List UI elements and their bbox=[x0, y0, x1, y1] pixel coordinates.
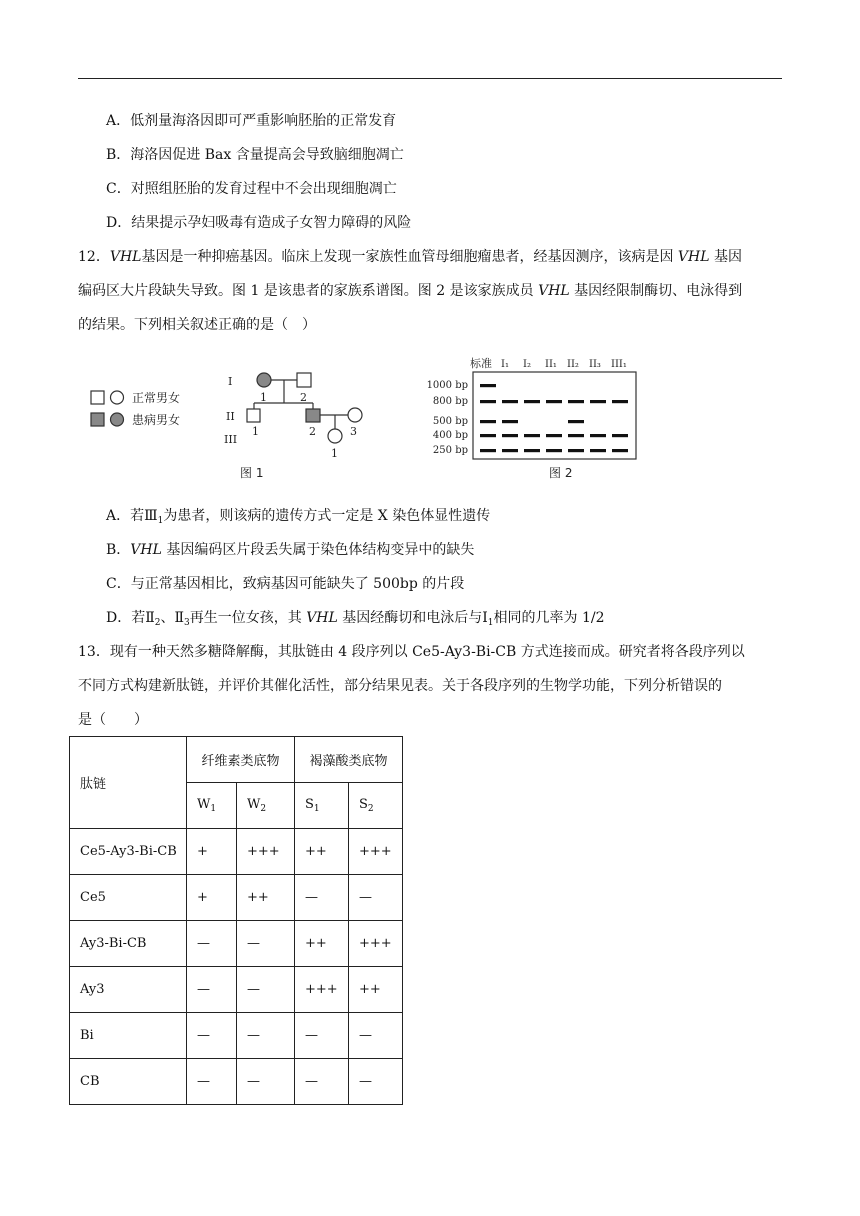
q12-stem-line2: 编码区大片段缺失导致。图 1 是该患者的家族系谱图。图 2 是该家族成员 VHL 基因经限制酶切、电泳得到 bbox=[78, 283, 743, 299]
q11-option-d[interactable]: D．结果提示孕妇吸毒有造成子女智力障碍的风险 bbox=[106, 215, 412, 231]
electrophoresis-gel bbox=[427, 356, 636, 480]
cell-w1: — bbox=[187, 967, 237, 1013]
gel-band-lane6-row4 bbox=[612, 449, 628, 452]
q13-stem-line2: 不同方式构建新肽链，并评价其催化活性，部分结果见表。关于各段序列的生物学功能，下列分析错误的 bbox=[78, 678, 722, 694]
gel-lane-label-3: II₁ bbox=[545, 359, 557, 370]
generation-label-3: III bbox=[224, 433, 238, 446]
cell-w2: — bbox=[237, 967, 295, 1013]
gel-lane-label-2: I₂ bbox=[523, 359, 531, 370]
pedigree-II2 bbox=[306, 409, 320, 422]
gel-band-lane1-row2 bbox=[502, 420, 518, 423]
row-label: Ce5 bbox=[70, 875, 187, 921]
gel-band-lane2-row3 bbox=[524, 434, 540, 437]
pedigree-III1-number: 1 bbox=[331, 447, 338, 460]
cell-w1: — bbox=[187, 921, 237, 967]
gel-lane-label-1: I₁ bbox=[501, 359, 509, 370]
gel-band-lane0-row1 bbox=[480, 400, 496, 403]
q11-option-b[interactable]: B．海洛因促进 Bax 含量提高会导致脑细胞凋亡 bbox=[106, 147, 404, 163]
cell-s2: +++ bbox=[349, 829, 403, 875]
cell-s2: — bbox=[349, 1013, 403, 1059]
q13-stem-line1: 13．现有一种天然多糖降解酶，其肽链由 4 段序列以 Ce5-Ay3-Bi-CB 方式连接而成。研究者将各段序列以 bbox=[78, 644, 745, 660]
pedigree-II3-number: 3 bbox=[350, 425, 357, 438]
cell-w2: — bbox=[237, 921, 295, 967]
gel-band-lane0-row3 bbox=[480, 434, 496, 437]
normal-female-symbol bbox=[111, 391, 124, 404]
gel-band-lane4-row1 bbox=[568, 400, 584, 403]
header-rule bbox=[78, 78, 782, 79]
row-label: Ay3-Bi-CB bbox=[70, 921, 187, 967]
pedigree-III1 bbox=[328, 429, 342, 443]
gel-header-standard: 标准 bbox=[470, 357, 492, 370]
col-group-alginate: 褐藻酸类底物 bbox=[295, 737, 403, 783]
affected-female-symbol bbox=[111, 413, 124, 426]
cell-w1: + bbox=[187, 875, 237, 921]
cell-w1: + bbox=[187, 829, 237, 875]
gel-lane-label-4: II₂ bbox=[567, 359, 579, 370]
row-label: Ce5-Ay3-Bi-CB bbox=[70, 829, 187, 875]
q12-figures bbox=[78, 345, 658, 485]
affected-male-symbol bbox=[91, 413, 104, 426]
cell-s1: — bbox=[295, 1059, 349, 1105]
q13-activity-table bbox=[69, 736, 403, 1105]
table-row bbox=[70, 875, 403, 921]
cell-s1: +++ bbox=[295, 967, 349, 1013]
cell-s2: +++ bbox=[349, 921, 403, 967]
cell-s1: — bbox=[295, 1013, 349, 1059]
gel-band-lane0-row4 bbox=[480, 449, 496, 452]
gel-bands bbox=[480, 384, 628, 452]
figure2-caption: 图 2 bbox=[549, 466, 573, 480]
cell-s2: — bbox=[349, 1059, 403, 1105]
q12-option-d[interactable]: D．若$Ⅱ_2$、$Ⅱ_3$再生一位女孩，其 VHL 基因经酶切和电泳后与$Ⅰ_1$相同的几率为 1/2 bbox=[106, 610, 605, 628]
gel-band-lane3-row1 bbox=[546, 400, 562, 403]
cell-s1: ++ bbox=[295, 921, 349, 967]
gel-band-lane0-row0 bbox=[480, 384, 496, 387]
pedigree-II1 bbox=[247, 409, 260, 422]
gel-band-lane0-row2 bbox=[480, 420, 496, 423]
marker-400bp: 400 bp bbox=[432, 430, 468, 441]
marker-250bp: 250 bp bbox=[432, 445, 468, 456]
table-row bbox=[70, 1013, 403, 1059]
gel-band-lane4-row2 bbox=[568, 420, 584, 423]
marker-1000bp: 1000 bp bbox=[426, 380, 468, 391]
col-header-w2: $W_2$ bbox=[237, 783, 295, 829]
q11-option-a[interactable]: A．低剂量海洛因即可严重影响胚胎的正常发育 bbox=[106, 113, 397, 129]
cell-s2: — bbox=[349, 875, 403, 921]
normal-male-symbol bbox=[91, 391, 104, 404]
gel-band-lane3-row4 bbox=[546, 449, 562, 452]
gel-lane-label-5: II₃ bbox=[589, 359, 601, 370]
col-header-chain: 肽链 bbox=[70, 737, 187, 829]
pedigree-II1-number: 1 bbox=[252, 425, 259, 438]
gel-band-lane3-row3 bbox=[546, 434, 562, 437]
cell-s2: ++ bbox=[349, 967, 403, 1013]
table-row bbox=[70, 921, 403, 967]
col-group-cellulose: 纤维素类底物 bbox=[187, 737, 295, 783]
generation-label-2: II bbox=[226, 410, 235, 423]
gel-band-lane4-row4 bbox=[568, 449, 584, 452]
gel-band-lane1-row3 bbox=[502, 434, 518, 437]
cell-w2: +++ bbox=[237, 829, 295, 875]
pedigree-I2 bbox=[297, 373, 311, 387]
q12-stem-line3: 的结果。下列相关叙述正确的是（ ） bbox=[78, 317, 316, 333]
q13-stem-line3: 是（ ） bbox=[78, 712, 148, 728]
pedigree-chart bbox=[224, 373, 362, 480]
gel-band-lane1-row4 bbox=[502, 449, 518, 452]
gel-band-lane5-row3 bbox=[590, 434, 606, 437]
legend-normal-label: 正常男女 bbox=[132, 391, 181, 405]
table-row bbox=[70, 1059, 403, 1105]
generation-label-1: I bbox=[228, 375, 233, 388]
pedigree-legend bbox=[91, 390, 180, 427]
cell-w2: ++ bbox=[237, 875, 295, 921]
pedigree-I2-number: 2 bbox=[300, 391, 307, 404]
col-header-s1: $S_1$ bbox=[295, 783, 349, 829]
table-row bbox=[70, 967, 403, 1013]
col-header-w1: $W_1$ bbox=[187, 783, 237, 829]
gel-band-lane6-row1 bbox=[612, 400, 628, 403]
row-label: CB bbox=[70, 1059, 187, 1105]
gel-band-lane5-row4 bbox=[590, 449, 606, 452]
gel-band-lane2-row4 bbox=[524, 449, 540, 452]
gel-band-lane4-row3 bbox=[568, 434, 584, 437]
legend-affected-label: 患病男女 bbox=[132, 413, 181, 427]
cell-s1: ++ bbox=[295, 829, 349, 875]
q12-option-c[interactable]: C．与正常基因相比，致病基因可能缺失了 500bp 的片段 bbox=[106, 576, 465, 592]
cell-s1: — bbox=[295, 875, 349, 921]
pedigree-II2-number: 2 bbox=[309, 425, 316, 438]
gel-band-lane1-row1 bbox=[502, 400, 518, 403]
cell-w2: — bbox=[237, 1013, 295, 1059]
cell-w2: — bbox=[237, 1059, 295, 1105]
pedigree-II3 bbox=[348, 408, 362, 422]
q12-option-a[interactable]: A．若$Ⅲ_1$为患者，则该病的遗传方式一定是 X 染色体显性遗传 bbox=[106, 508, 491, 526]
pedigree-I1-number: 1 bbox=[260, 391, 267, 404]
figure1-caption: 图 1 bbox=[240, 466, 264, 480]
gel-frame bbox=[473, 372, 636, 459]
gel-band-lane6-row3 bbox=[612, 434, 628, 437]
q12-option-b[interactable]: B．VHL 基因编码区片段丢失属于染色体结构变异中的缺失 bbox=[106, 542, 475, 558]
marker-800bp: 800 bp bbox=[432, 396, 468, 407]
q12-stem-line1: 12．VHL基因是一种抑癌基因。临床上发现一家族性血管母细胞瘤患者，经基因测序，该病是因 VHL 基因 bbox=[78, 249, 742, 265]
q11-option-c[interactable]: C．对照组胚胎的发育过程中不会出现细胞凋亡 bbox=[106, 181, 397, 197]
marker-500bp: 500 bp bbox=[432, 416, 468, 427]
row-label: Ay3 bbox=[70, 967, 187, 1013]
table-row bbox=[70, 829, 403, 875]
row-label: Bi bbox=[70, 1013, 187, 1059]
pedigree-I1 bbox=[257, 373, 271, 387]
gel-band-lane5-row1 bbox=[590, 400, 606, 403]
cell-w1: — bbox=[187, 1013, 237, 1059]
cell-w1: — bbox=[187, 1059, 237, 1105]
gel-band-lane2-row1 bbox=[524, 400, 540, 403]
gel-lane-label-6: III₁ bbox=[611, 359, 627, 370]
col-header-s2: $S_2$ bbox=[349, 783, 403, 829]
